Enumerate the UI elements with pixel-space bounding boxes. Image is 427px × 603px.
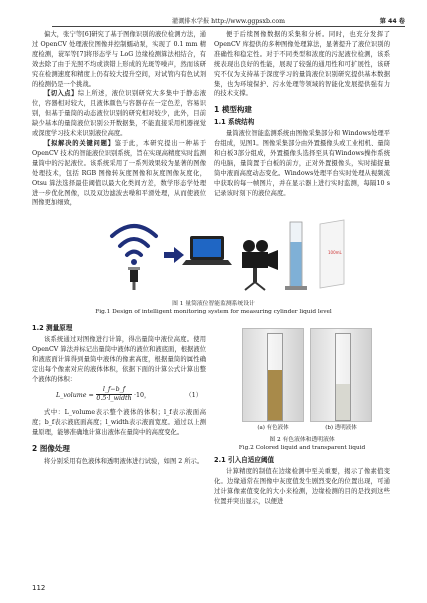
left-column-top: [32, 30, 206, 208]
cylinder-image: [335, 333, 351, 421]
figure-1-system-diagram: [108, 218, 353, 293]
paragraph: 量筒液位智能监测系统由图像采集部分和 Windows处理平台组成，见图1。图像采集部分由外置摄像头或工业相机、量筒和白板3部分组成，外置摄像头选择至具有Windows操作系统的电脑，量筒置于白板的前方，正对外置摄像头，实时捕捉量筒中液面高度动态变化。Windows处理平台实时处理从视频流中获取的每一帧图片，并在显示器上进行实时监测，每隔10 s记录该时刻下的液位高度。: [214, 130, 390, 197]
cylinder-label: 100mL: [328, 250, 342, 255]
subsection-heading: 1.2 测量原理: [32, 324, 73, 332]
section-heading: 2 图像处理: [32, 444, 70, 454]
figure-2-caption-cn: 图 2 有色液体和透明液体: [269, 437, 335, 443]
laptop-icon: [182, 236, 232, 265]
cylinder-image: [267, 333, 283, 421]
page-number: 112: [32, 584, 46, 592]
figure-1-caption-cn: 图 1 量筒液位智能监测系统设计: [172, 301, 255, 307]
figure-1-caption: [40, 300, 387, 316]
photo-label: (b) 透明液体: [325, 425, 357, 431]
section-tag: 【拟解决的关键问题】: [44, 139, 115, 147]
paragraph: 计算精度的制值在边缘检测中至关重要，揭示了像素值变化。边缘通常在图像中灰度值发生剧烈变化的位置出现，可通过计算像素值变化的大小来检测，边缘检测的目的是找到这些位置并突出显示，以便进: [214, 467, 390, 505]
running-header: [52, 14, 405, 27]
liquid-fill: [268, 370, 282, 420]
equation-tail: ·10，: [134, 392, 151, 400]
measuring-cylinder-icon: [285, 222, 307, 290]
subsection-heading: 2.1 引入自适应阈值: [214, 456, 275, 464]
figure-2-photos: [214, 328, 390, 436]
equation-number: （1）: [185, 392, 202, 400]
sensor-probe-icon: [128, 267, 140, 290]
paragraph-text: 鉴于此，本研究提出一种基于 OpenCV 技术的智能液位识别系统，旨在实现高精度实时监测量筒中的污泥液位。该系统采用了一系列效果较为显著的图像处理技术，包括 RGB 图像转灰度图像和灰度图像灰度化，Otsu 算法选择最佳阈值以最大化类间方差，数学形态学处理进一步优化图像，以及双边滤波去噪和平滑处理，从而使液位图像更加细致，: [32, 139, 207, 207]
right-column-bottom: [214, 322, 390, 507]
liquid-fill: [336, 384, 350, 420]
photo-label: (a) 有色液体: [257, 425, 289, 431]
subsection-heading: 1.1 系统结构: [214, 118, 255, 127]
equation-1: [32, 386, 206, 406]
wifi-icon: [112, 226, 156, 265]
paragraph: 式中：L_volume表示整个液体的体积；l_f表示液面高度；b_f表示液底面高度；l_width表示液面宽度。通过以上测量原理，能够准确地计算出液体在量筒中的高度变化。: [32, 409, 206, 437]
arrow-icon: [164, 247, 184, 263]
figure-1-caption-en: Fig.1 Design of intelligent monitoring system for measuring cylinder liquid level: [95, 309, 332, 315]
volume-label: 第 44 卷: [379, 18, 405, 25]
equation-numerator: l_f−b_f: [96, 386, 132, 395]
equation-lhs: L_volume =: [56, 392, 94, 400]
journal-name: 灌溉排水学报 http://www.ggpsxb.com: [172, 18, 285, 25]
paragraph: 该系统通过对图像进行计算，得出量筒中液位高度。使用 OpenCV 算法并标记出量筒中液体的液位和液底面，根据液位和液底面计算得到量筒中液体的像素高度，根据量筒的属性确定出每个像素对应的液体体积，依据下面的计算公式计算出整个液体的体积：: [32, 335, 206, 383]
video-camera-icon: [242, 240, 278, 290]
right-column-top: [214, 30, 390, 199]
system-diagram-svg: [108, 218, 353, 293]
paragraph: [32, 139, 206, 208]
section-tag: 【切入点】: [44, 90, 78, 98]
figure-2-caption-en: Fig.2 Colored liquid and transparent liquid: [238, 445, 366, 451]
photo-clear-liquid: [310, 328, 372, 431]
photo-colored-liquid: [242, 328, 304, 431]
section-heading: 1 模型构建: [214, 105, 252, 115]
paragraph: 将分别采用有色液体和透明液体进行试验，如图 2 所示。: [44, 458, 204, 466]
equation-fraction: [96, 386, 132, 403]
left-column-bottom: [32, 322, 206, 467]
paragraph: 便于后续图像数据的采集和分析。同时，也充分发挥了 OpenCV 库提供的多种图像处理算法，显著提升了液位识别的准确性和稳定性。对于不同类型和浓度的污泥液位检测，该系统表现出良好的性能，展现了较强的通用性和可扩展性，该研究不仅为支持基于深度学习的量筒液位识别研究提供基本数据集，也为环境保护、污水处理等领域的智能化发展提供强有力的技术支撑。: [214, 31, 390, 98]
figure-2-caption: [214, 436, 390, 452]
equation-denominator: 0.5·l_width: [96, 395, 132, 403]
paragraph: 偏大，张宁等[6]研究了基于图像识别的液位检测方法，通过 OpenCV 处理液位图像并控制蠕动泵，实现了 0.1 mm 精度检测，蓑军等[7]将形态学与 LoG 边缘检测算法相结合，有效去除了由于光照不均或读错上形成的光斑等噪声，然而该研究在检测速度和精度上仍有较大提升空间，对试管内有色试剂的检测仍是一个挑战。: [32, 31, 206, 88]
paragraph-text: 综上所述，液位识别研究大多集中于静态液位，容器相对较大，且液体颜色与容器存在一定色差，容易识别，但基于量筒的动态液位识别的研究相对较少，此外，目前缺少基本的量筒液位识别公开数据集，不能直接采用机器视觉或深度学习技术来识别液位高度。: [32, 90, 207, 138]
paragraph: [32, 89, 206, 139]
